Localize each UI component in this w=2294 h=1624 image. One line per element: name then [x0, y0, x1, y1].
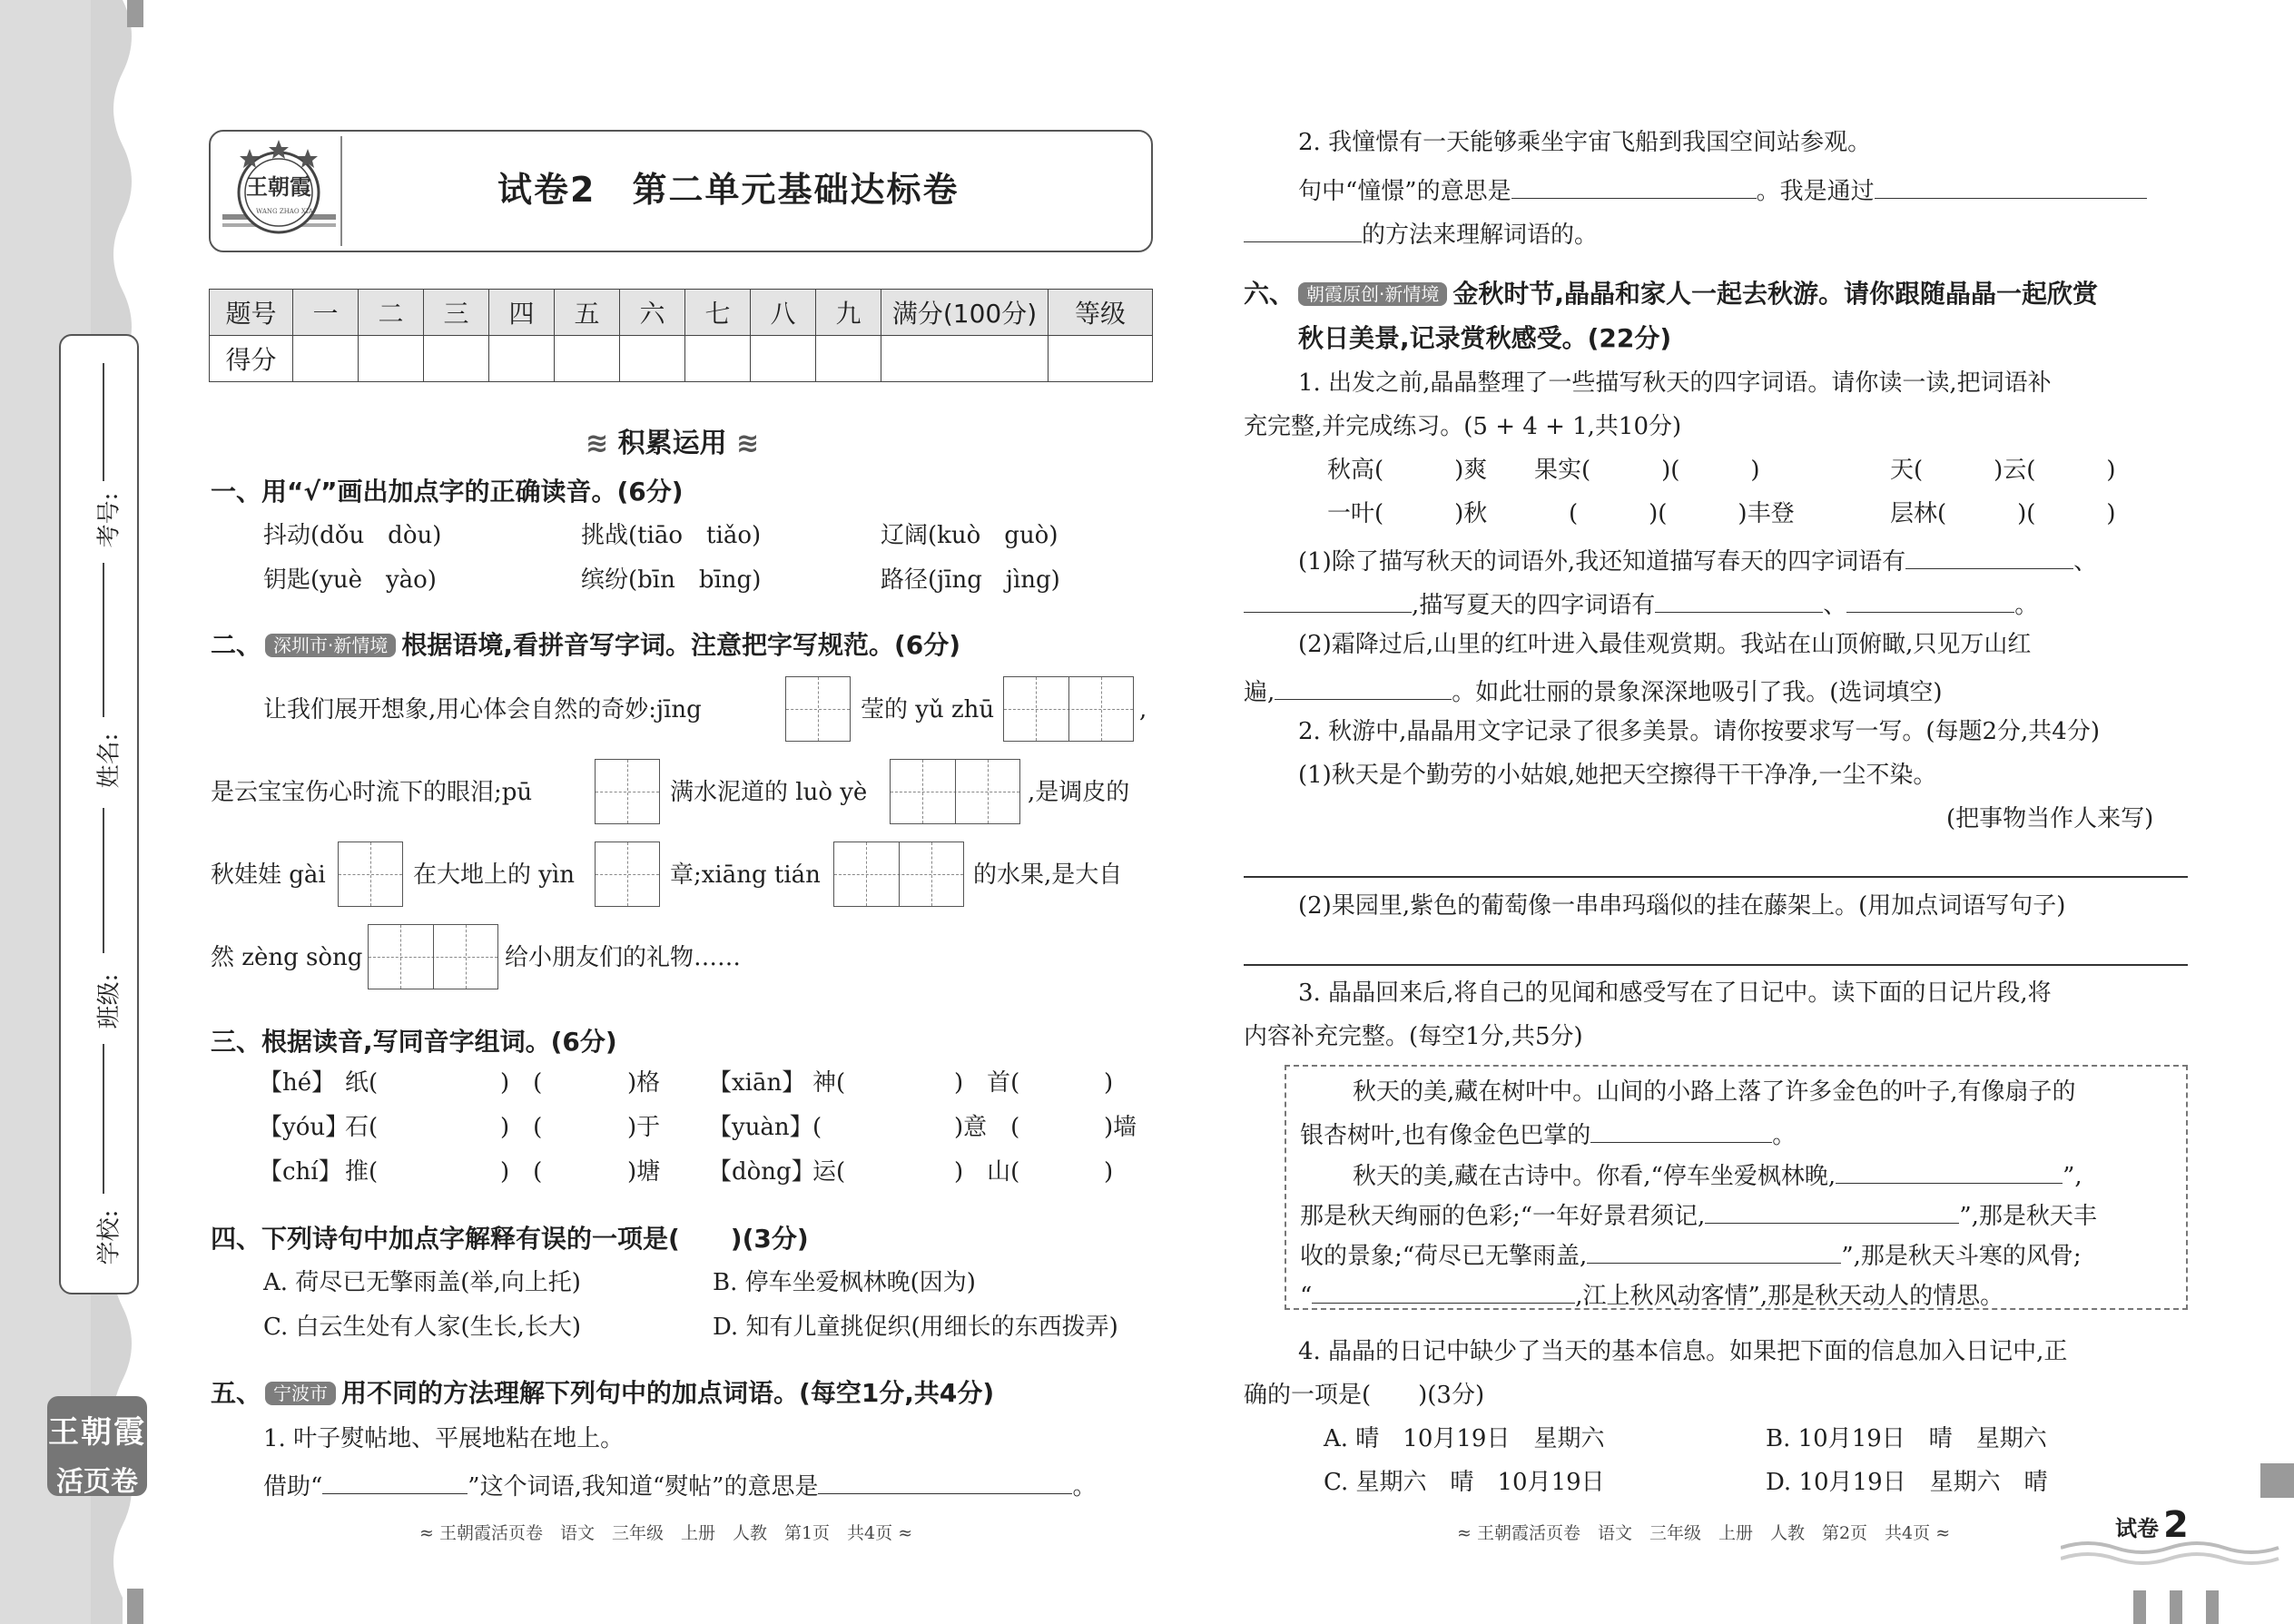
idiom-blank[interactable]: 果实( )( ) — [1534, 457, 1760, 484]
q1-title: 一、用“√”画出加点字的正确读音。(6分) — [211, 477, 684, 507]
q5-title: 五、 宁波市 用不同的方法理解下列句中的加点词语。(每空1分,共4分) — [211, 1378, 995, 1408]
footer-right: ≈ 王朝霞活页卷 语文 三年级 上册 人教 第2页 共4页 ≈ — [1457, 1523, 1951, 1543]
q1-item[interactable]: 挑战(tiāo tiǎo) — [581, 522, 762, 549]
q5-tag: 宁波市 — [265, 1382, 336, 1405]
q1-item[interactable]: 抖动(dǒu dòu) — [263, 522, 442, 549]
score-cell[interactable] — [293, 336, 359, 382]
answer-blank[interactable] — [1590, 1119, 1772, 1143]
writing-line[interactable] — [1244, 964, 2188, 966]
writing-grid[interactable] — [785, 676, 851, 742]
bind-mark-top — [127, 0, 143, 27]
score-cell[interactable] — [751, 336, 816, 382]
score-cell[interactable] — [685, 336, 751, 382]
label-school: 学校: — [95, 1209, 123, 1265]
edge-tab — [2260, 1463, 2294, 1498]
answer-blank[interactable] — [1244, 589, 1412, 613]
answer-blank[interactable] — [818, 1471, 1072, 1494]
q1-item[interactable]: 缤纷(bīn bīng) — [581, 566, 762, 594]
page-title: 试卷2 第二单元基础达标卷 — [497, 170, 960, 210]
q6-title: 六、 朝霞原创·新情境 金秋时节,晶晶和家人一起去秋游。请你跟随晶晶一起欣赏 — [1244, 279, 2099, 309]
writing-grid[interactable] — [595, 842, 660, 907]
section-heading: ≋ 积累运用 ≋ — [586, 428, 760, 459]
q4-option-b[interactable]: B. 停车坐爱枫林晚(因为) — [713, 1269, 976, 1296]
footer-left: ≈ 王朝霞活页卷 语文 三年级 上册 人教 第1页 共4页 ≈ — [419, 1523, 913, 1543]
paper-label: 试卷 — [2115, 1516, 2159, 1541]
logo-separator — [340, 136, 342, 246]
logo-emblem: 王朝霞 WANG ZHAO XIA — [222, 136, 336, 245]
idiom-blank[interactable]: 层林( )( ) — [1890, 500, 2116, 527]
q4-option-a[interactable]: A. 荷尽已无擎雨盖(举,向上托) — [263, 1269, 581, 1296]
writing-grid[interactable] — [595, 759, 660, 824]
q3-title: 三、根据读音,写同音字组词。(6分) — [211, 1027, 617, 1057]
label-name: 姓名: — [95, 733, 123, 789]
idiom-blank[interactable]: ( )( )丰登 — [1569, 500, 1795, 527]
answer-blank[interactable] — [1587, 1240, 1841, 1264]
idiom-blank[interactable]: 天( )云( ) — [1890, 457, 2116, 484]
score-cell[interactable] — [1049, 336, 1153, 382]
q6-option-a[interactable]: A. 晴 10月19日 星期六 — [1324, 1425, 1605, 1452]
brand-badge: 王朝霞 活页卷 — [47, 1396, 147, 1496]
answer-blank[interactable] — [1655, 589, 1823, 613]
score-cell[interactable] — [359, 336, 424, 382]
writing-line[interactable] — [1244, 876, 2188, 878]
q1-item[interactable]: 辽阔(kuò guò) — [881, 522, 1058, 549]
q2-tag: 深圳市·新情境 — [265, 634, 396, 657]
answer-blank[interactable] — [1705, 1200, 1959, 1224]
q1-item[interactable]: 路径(jīng jìng) — [881, 566, 1060, 594]
answer-blank[interactable] — [1846, 589, 2014, 613]
q1-item[interactable]: 钥匙(yuè yào) — [263, 566, 437, 594]
score-cell[interactable] — [620, 336, 685, 382]
paper-number: 2 — [2163, 1504, 2189, 1546]
answer-blank[interactable] — [1275, 676, 1452, 700]
writing-grid[interactable] — [890, 759, 1020, 824]
score-cell[interactable] — [424, 336, 489, 382]
student-info-box — [59, 334, 139, 1294]
answer-blank[interactable] — [1905, 546, 2073, 569]
q6-tag: 朝霞原创·新情境 — [1298, 282, 1447, 306]
label-class: 班级: — [95, 973, 123, 1029]
q6-option-c[interactable]: C. 星期六 晴 10月19日 — [1324, 1469, 1605, 1496]
answer-blank[interactable] — [1312, 1280, 1575, 1304]
answer-blank[interactable] — [1836, 1160, 2063, 1184]
q4-option-c[interactable]: C. 白云生处有人家(生长,长大) — [263, 1314, 582, 1341]
writing-grid[interactable] — [368, 924, 498, 989]
score-cell[interactable] — [816, 336, 881, 382]
writing-grid[interactable] — [338, 842, 403, 907]
q2-title: 二、 深圳市·新情境 根据语境,看拼音写字词。注意把字写规范。(6分) — [211, 630, 961, 660]
bind-mark-bottom — [127, 1589, 143, 1624]
q6-option-d[interactable]: D. 10月19日 星期六 晴 — [1766, 1469, 2048, 1496]
idiom-blank[interactable]: 秋高( )爽 — [1327, 457, 1488, 484]
score-cell[interactable] — [555, 336, 620, 382]
score-cell[interactable] — [489, 336, 555, 382]
answer-blank[interactable] — [1875, 175, 2147, 199]
score-cell[interactable] — [881, 336, 1049, 382]
answer-blank[interactable] — [1244, 219, 1362, 242]
q4-option-d[interactable]: D. 知有儿童挑促织(用细长的东西拨弄) — [713, 1314, 1118, 1341]
answer-blank[interactable] — [1511, 175, 1757, 199]
label-number: 考号: — [95, 492, 123, 548]
writing-grid[interactable] — [833, 842, 964, 907]
answer-blank[interactable] — [322, 1471, 468, 1494]
score-table: 题号 一 二 三 四 五 六 七 八 九 满分(100分) 等级 得分 — [209, 289, 1153, 382]
writing-grid[interactable] — [1003, 676, 1134, 742]
idiom-blank[interactable]: 一叶( )秋 — [1327, 500, 1488, 527]
q6-option-b[interactable]: B. 10月19日 晴 星期六 — [1766, 1425, 2047, 1452]
q4-title: 四、下列诗句中加点字解释有误的一项是( )(3分) — [211, 1224, 809, 1254]
